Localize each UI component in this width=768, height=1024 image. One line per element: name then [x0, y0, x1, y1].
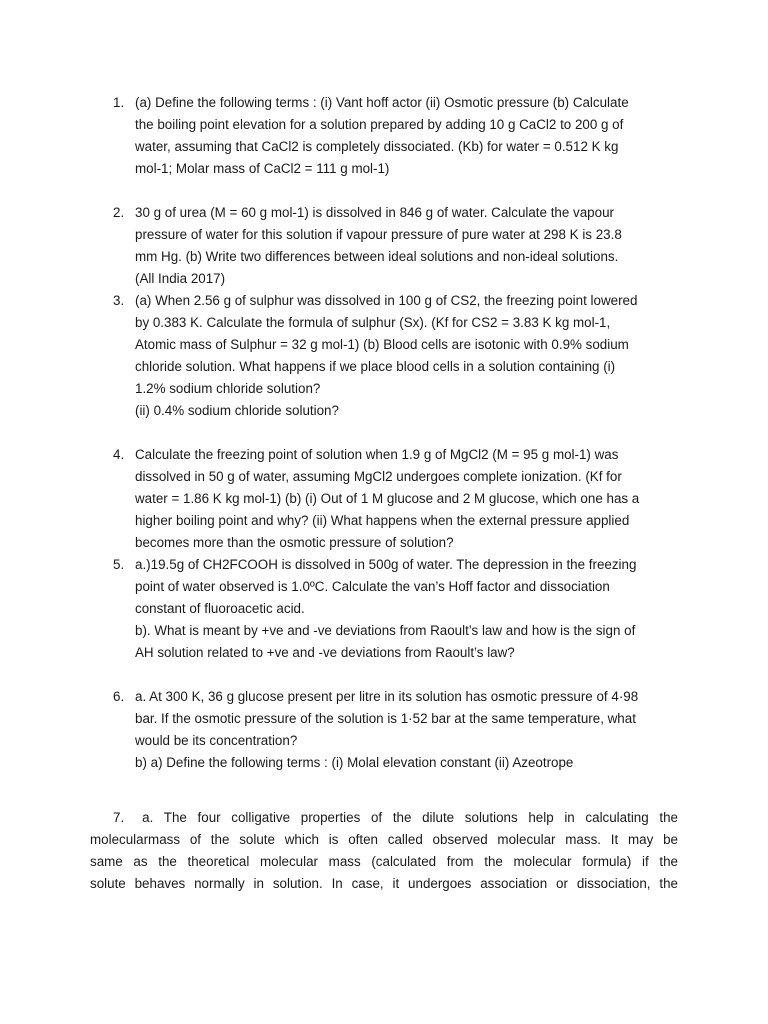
question-number: 1. — [113, 95, 125, 110]
text-line: (All India 2017) — [135, 271, 226, 286]
question-4 — [0, 444, 768, 554]
question-3 — [0, 290, 768, 422]
question-7 — [90, 807, 678, 895]
text-line: dissolved in 50 g of water, assuming MgCl2 undergoes complete ionization. (Kf for — [135, 469, 622, 484]
text-line: becomes more than the osmotic pressure of solution? — [135, 535, 454, 550]
question-text — [135, 290, 680, 422]
text-line: water, assuming that CaCl2 is completely dissociated. (Kb) for water = 0.512 K kg — [135, 139, 619, 154]
text-line: bar. If the osmotic pressure of the solution is 1·52 bar at the same temperature, what — [135, 711, 636, 726]
question-5 — [0, 554, 768, 664]
text-line: AH solution related to +ve and -ve deviations from Raoult’s law? — [135, 645, 515, 660]
text-line: (ii) 0.4% sodium chloride solution? — [135, 403, 339, 418]
text-line: chloride solution. What happens if we place blood cells in a solution containing (i) — [135, 359, 616, 374]
question-6 — [0, 686, 768, 774]
question-number: 4. — [113, 447, 125, 462]
text-line — [90, 807, 678, 829]
text-segment: a. The four colligative properties of the dilute solutions help in calculating the — [142, 810, 678, 825]
text-line: a. At 300 K, 36 g glucose present per litre in its solution has osmotic pressure of 4·98 — [135, 689, 639, 704]
text-line: (a) Define the following terms : (i) Vant hoff actor (ii) Osmotic pressure (b) Calculate — [135, 95, 629, 110]
question-text — [135, 686, 680, 774]
text-line: a.)19.5g of CH2FCOOH is dissolved in 500g of water. The depression in the freezing — [135, 557, 637, 572]
text-line: mol-1; Molar mass of CaCl2 = 111 g mol-1) — [135, 161, 390, 176]
question-1 — [0, 92, 768, 180]
text-line: mm Hg. (b) Write two differences between ideal solutions and non-ideal solutions. — [135, 249, 619, 264]
question-number: 6. — [113, 689, 125, 704]
text-line: constant of fluoroacetic acid. — [135, 601, 305, 616]
question-2 — [0, 202, 768, 290]
question-text — [135, 202, 680, 290]
text-line: molecularmass of the solute which is often called observed molecular mass. It may be — [90, 832, 678, 847]
text-line: solute behaves normally in solution. In case, it undergoes association or dissociation, the — [90, 876, 678, 891]
text-line: Atomic mass of Sulphur = 32 g mol-1) (b) Blood cells are isotonic with 0.9% sodium — [135, 337, 629, 352]
text-line: 30 g of urea (M = 60 g mol-1) is dissolved in 846 g of water. Calculate the vapour — [135, 205, 614, 220]
text-line: would be its concentration? — [135, 733, 298, 748]
text-line: higher boiling point and why? (ii) What happens when the external pressure applied — [135, 513, 630, 528]
text-line: Calculate the freezing point of solution when 1.9 g of MgCl2 (M = 95 g mol-1) was — [135, 447, 619, 462]
question-text — [135, 554, 680, 664]
text-line: (a) When 2.56 g of sulphur was dissolved in 100 g of CS2, the freezing point lowered — [135, 293, 638, 308]
question-number: 2. — [113, 205, 125, 220]
text-line: pressure of water for this solution if vapour pressure of pure water at 298 K is 23.8 — [135, 227, 622, 242]
question-text — [135, 92, 680, 180]
question-number: 5. — [113, 557, 125, 572]
question-text — [135, 444, 680, 554]
text-line: b). What is meant by +ve and -ve deviations from Raoult’s law and how is the sign of — [135, 623, 636, 638]
text-line: point of water observed is 1.0ºC. Calculate the van’s Hoff factor and dissociation — [135, 579, 610, 594]
text-line: the boiling point elevation for a solution prepared by adding 10 g CaCl2 to 200 g of — [135, 117, 624, 132]
question-number: 3. — [113, 293, 125, 308]
text-line: by 0.383 K. Calculate the formula of sulphur (Sx). (Kf for CS2 = 3.83 K kg mol-1, — [135, 315, 611, 330]
text-line: b) a) Define the following terms : (i) Molal elevation constant (ii) Azeotrope — [135, 755, 574, 770]
text-line: water = 1.86 K kg mol-1) (b) (i) Out of 1 M glucose and 2 M glucose, which one has a — [135, 491, 640, 506]
question-number: 7. — [113, 810, 125, 825]
text-line: 1.2% sodium chloride solution? — [135, 381, 321, 396]
text-line: same as the theoretical molecular mass (calculated from the molecular formula) if the — [90, 854, 678, 869]
